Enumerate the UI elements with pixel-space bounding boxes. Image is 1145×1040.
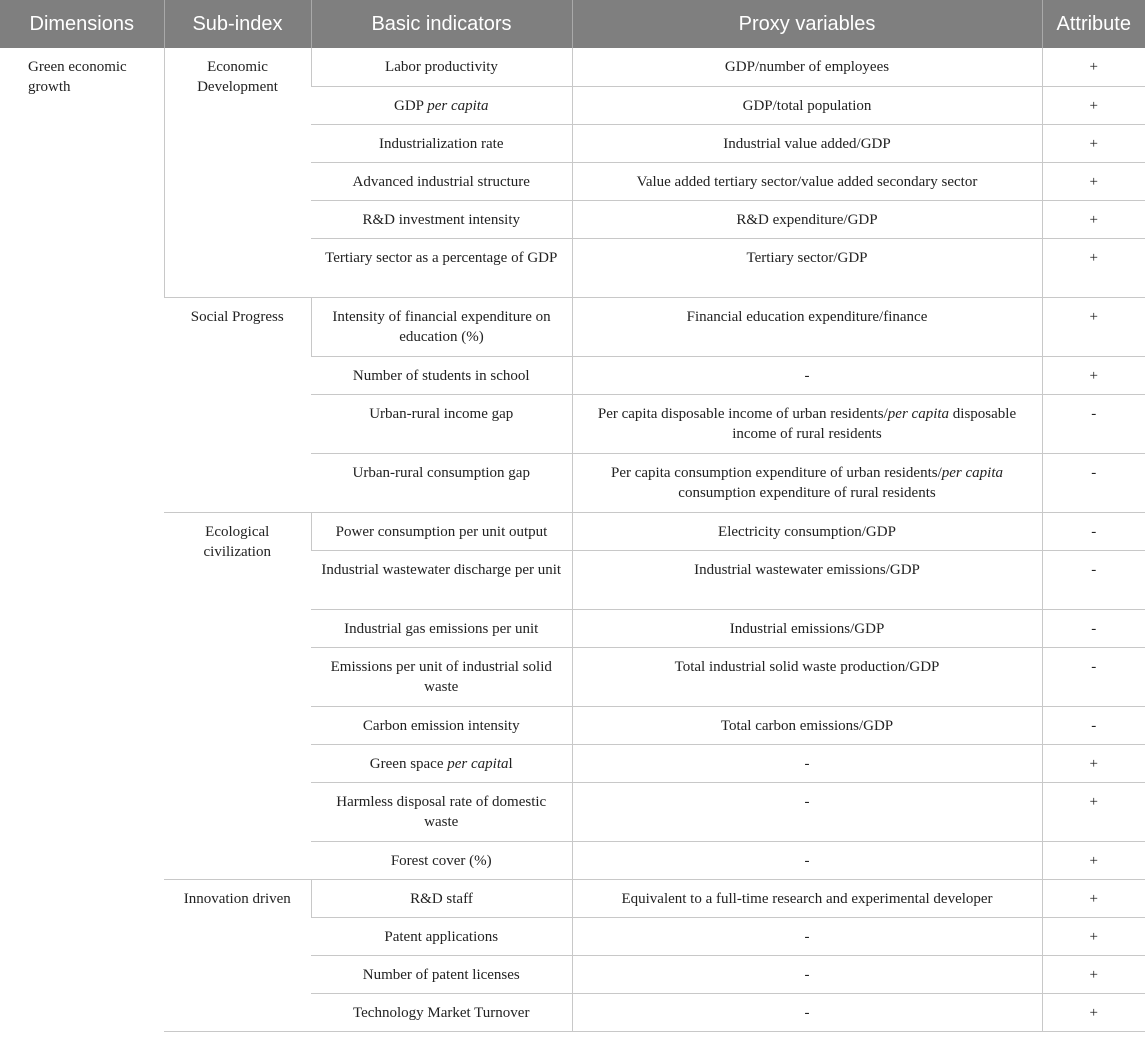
- attribute-cell: +: [1042, 124, 1145, 162]
- attribute-cell: +: [1042, 917, 1145, 955]
- header-sub-index: Sub-index: [164, 0, 311, 48]
- attribute-cell: -: [1042, 394, 1145, 453]
- proxy-cell: Industrial wastewater emissions/GDP: [572, 550, 1042, 609]
- header-row: [0, 0, 1145, 48]
- attribute-cell: +: [1042, 356, 1145, 394]
- indicator-cell: Patent applications: [311, 917, 572, 955]
- proxy-cell: -: [572, 993, 1042, 1031]
- attribute-cell: +: [1042, 297, 1145, 356]
- proxy-cell: Electricity consumption/GDP: [572, 512, 1042, 550]
- indicator-cell: Industrialization rate: [311, 124, 572, 162]
- indicator-cell: Industrial wastewater discharge per unit: [311, 550, 572, 609]
- proxy-cell: -: [572, 744, 1042, 782]
- proxy-cell: -: [572, 917, 1042, 955]
- attribute-cell: +: [1042, 955, 1145, 993]
- proxy-cell: GDP/number of employees: [572, 48, 1042, 86]
- table-row: [0, 297, 1145, 356]
- attribute-cell: +: [1042, 841, 1145, 879]
- attribute-cell: -: [1042, 550, 1145, 609]
- proxy-cell: -: [572, 955, 1042, 993]
- indicator-cell: Forest cover (%): [311, 841, 572, 879]
- proxy-cell: Financial education expenditure/finance: [572, 297, 1042, 356]
- proxy-cell: Value added tertiary sector/value added secondary sector: [572, 162, 1042, 200]
- attribute-cell: +: [1042, 200, 1145, 238]
- attribute-cell: +: [1042, 48, 1145, 86]
- proxy-cell: GDP/total population: [572, 86, 1042, 124]
- sub-index-cell: Social Progress: [164, 297, 311, 512]
- indicator-cell: Green space per capital: [311, 744, 572, 782]
- attribute-cell: +: [1042, 993, 1145, 1031]
- indicator-cell: Labor productivity: [311, 48, 572, 86]
- table-header: [0, 0, 1145, 48]
- dimension-cell: Green economic growth: [28, 59, 127, 95]
- indicator-cell: Number of patent licenses: [311, 955, 572, 993]
- attribute-cell: -: [1042, 647, 1145, 706]
- proxy-cell: Per capita consumption expenditure of urban residents/per capita consumption expenditure of rural residents: [572, 453, 1042, 512]
- header-basic-indicators: Basic indicators: [311, 0, 572, 48]
- header-proxy-variables: Proxy variables: [572, 0, 1042, 48]
- indicator-cell: Intensity of financial expenditure on education (%): [311, 297, 572, 356]
- attribute-cell: -: [1042, 512, 1145, 550]
- indicator-cell: GDP per capita: [311, 86, 572, 124]
- proxy-cell: Equivalent to a full-time research and experimental developer: [572, 879, 1042, 917]
- sub-index-cell: Economic Development: [164, 48, 311, 297]
- indicator-cell: Technology Market Turnover: [311, 993, 572, 1031]
- attribute-cell: +: [1042, 238, 1145, 297]
- proxy-cell: Tertiary sector/GDP: [572, 238, 1042, 297]
- proxy-cell: Total industrial solid waste production/GDP: [572, 647, 1042, 706]
- indicator-cell: Urban-rural consumption gap: [311, 453, 572, 512]
- indicator-cell: R&D staff: [311, 879, 572, 917]
- attribute-cell: +: [1042, 879, 1145, 917]
- sub-index-cell: Ecological civilization: [164, 512, 311, 879]
- indicator-cell: Advanced industrial structure: [311, 162, 572, 200]
- indicator-cell: Carbon emission intensity: [311, 706, 572, 744]
- proxy-cell: Total carbon emissions/GDP: [572, 706, 1042, 744]
- indicator-cell: Power consumption per unit output: [311, 512, 572, 550]
- proxy-cell: Per capita disposable income of urban residents/per capita disposable income of rural residents: [572, 394, 1042, 453]
- header-attribute: Attribute: [1042, 0, 1145, 48]
- proxy-cell: Industrial value added/GDP: [572, 124, 1042, 162]
- table-row: [0, 48, 1145, 86]
- indicator-cell: Emissions per unit of industrial solid waste: [311, 647, 572, 706]
- attribute-cell: +: [1042, 162, 1145, 200]
- sub-index-cell: Innovation driven: [164, 879, 311, 1031]
- attribute-cell: +: [1042, 744, 1145, 782]
- attribute-cell: -: [1042, 453, 1145, 512]
- indicator-cell: Industrial gas emissions per unit: [311, 609, 572, 647]
- header-dimensions: Dimensions: [0, 0, 164, 48]
- proxy-cell: -: [572, 841, 1042, 879]
- proxy-cell: Industrial emissions/GDP: [572, 609, 1042, 647]
- proxy-cell: R&D expenditure/GDP: [572, 200, 1042, 238]
- indicator-cell: Urban-rural income gap: [311, 394, 572, 453]
- attribute-cell: +: [1042, 86, 1145, 124]
- attribute-cell: -: [1042, 706, 1145, 744]
- table-row: [0, 879, 1145, 917]
- attribute-cell: -: [1042, 609, 1145, 647]
- indicator-cell: Harmless disposal rate of domestic waste: [311, 782, 572, 841]
- indicator-cell: R&D investment intensity: [311, 200, 572, 238]
- attribute-cell: +: [1042, 782, 1145, 841]
- proxy-cell: -: [572, 356, 1042, 394]
- indicator-cell: Number of students in school: [311, 356, 572, 394]
- proxy-cell: -: [572, 782, 1042, 841]
- indicator-cell: Tertiary sector as a percentage of GDP: [311, 238, 572, 297]
- table-body: [0, 48, 1145, 1031]
- table-row: [0, 512, 1145, 550]
